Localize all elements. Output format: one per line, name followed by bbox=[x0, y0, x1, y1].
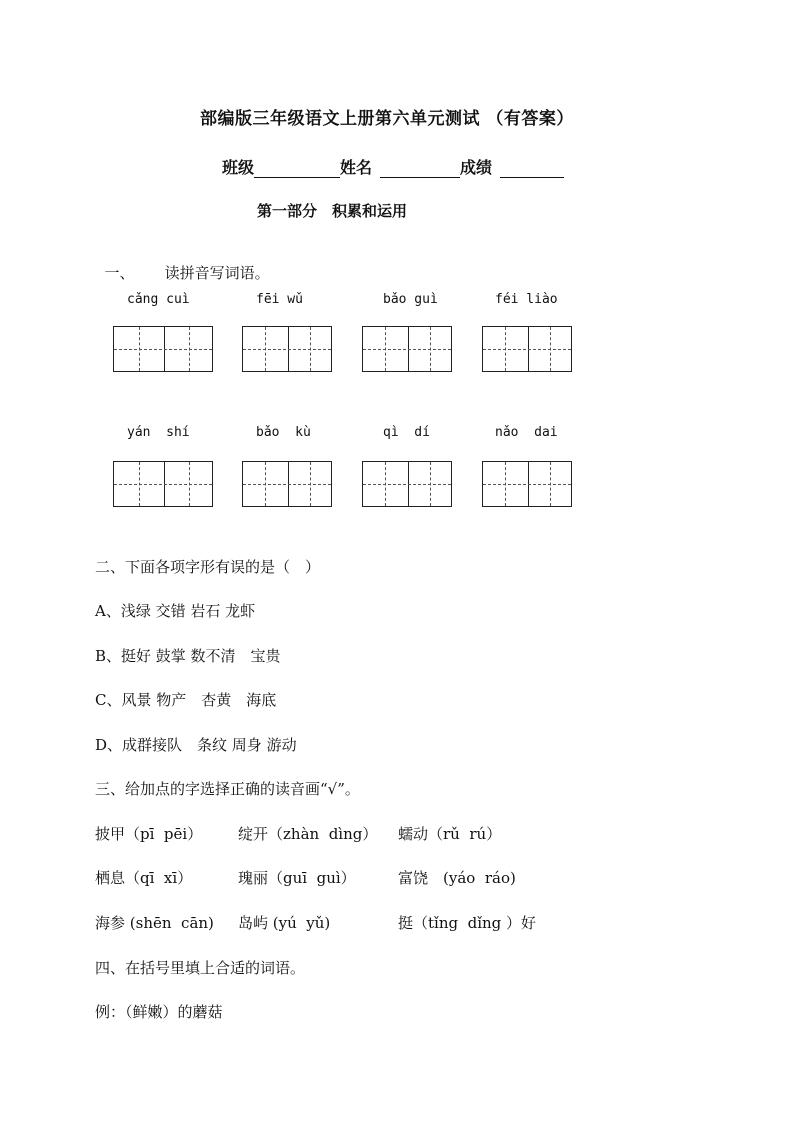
student-info-line bbox=[222, 155, 564, 178]
q3-item-2-3: 富饶 (yáo ráo) bbox=[398, 869, 516, 887]
q4-example: 例：（鲜嫩）的蘑菇 bbox=[95, 1003, 223, 1021]
q3-item-2-1: 栖息（qī xī） bbox=[95, 869, 193, 887]
pinyin-1-4: féi liào bbox=[495, 292, 558, 307]
q4-question: 四、在括号里填上合适的词语。 bbox=[95, 959, 306, 977]
writing-grid-2-1[interactable] bbox=[113, 461, 213, 507]
class-blank[interactable] bbox=[254, 159, 340, 178]
pinyin-2-2: bǎo kù bbox=[256, 425, 311, 440]
writing-grid-1-3[interactable] bbox=[362, 326, 452, 372]
class-label: 班级 bbox=[222, 158, 255, 177]
q3-item-2-2: 瑰丽（guī guì） bbox=[238, 869, 356, 887]
pinyin-1-1: cǎng cuì bbox=[127, 292, 190, 307]
pinyin-2-1: yán shí bbox=[127, 425, 190, 440]
q2-option-d: D、成群接队 条纹 周身 游动 bbox=[95, 736, 297, 754]
q3-item-1-1: 披甲（pī pēi） bbox=[95, 825, 203, 843]
part-title: 第一部分 积累和运用 bbox=[257, 202, 408, 220]
writing-grid-1-2[interactable] bbox=[242, 326, 332, 372]
q3-item-3-3: 挺（tǐng dǐng ）好 bbox=[398, 914, 537, 932]
score-blank[interactable] bbox=[500, 159, 564, 178]
pinyin-2-4: nǎo dai bbox=[495, 425, 558, 440]
pinyin-1-3: bǎo guì bbox=[383, 292, 438, 307]
q1-heading bbox=[95, 244, 270, 283]
q3-item-1-2: 绽开（zhàn dìng） bbox=[238, 825, 378, 843]
writing-grid-2-2[interactable] bbox=[242, 461, 332, 507]
q2-option-a: A、浅绿 交错 岩石 龙虾 bbox=[95, 602, 256, 620]
name-label: 姓名 bbox=[340, 158, 373, 177]
q1-label: 一、 bbox=[104, 264, 135, 282]
writing-grid-2-4[interactable] bbox=[482, 461, 572, 507]
page-title: 部编版三年级语文上册第六单元测试 （有答案） bbox=[200, 109, 574, 129]
q2-option-c: C、风景 物产 杏黄 海底 bbox=[95, 691, 277, 709]
name-blank[interactable] bbox=[380, 159, 460, 178]
writing-grid-2-3[interactable] bbox=[362, 461, 452, 507]
q2-question: 二、下面各项字形有误的是（ ） bbox=[95, 558, 321, 576]
score-label: 成绩 bbox=[460, 158, 493, 177]
q2-option-b: B、挺好 鼓掌 数不清 宝贵 bbox=[95, 647, 281, 665]
writing-grid-1-1[interactable] bbox=[113, 326, 213, 372]
q3-item-3-2: 岛屿 (yú yǔ) bbox=[238, 914, 331, 932]
q1-text: 读拼音写词语。 bbox=[164, 264, 270, 282]
writing-grid-1-4[interactable] bbox=[482, 326, 572, 372]
q3-question: 三、给加点的字选择正确的读音画“√”。 bbox=[95, 780, 360, 798]
q3-item-3-1: 海参 (shēn cān) bbox=[95, 914, 214, 932]
pinyin-1-2: fēi wǔ bbox=[256, 292, 303, 307]
q3-item-1-3: 蠕动（rǔ rú） bbox=[398, 825, 502, 843]
pinyin-2-3: qì dí bbox=[383, 425, 430, 440]
